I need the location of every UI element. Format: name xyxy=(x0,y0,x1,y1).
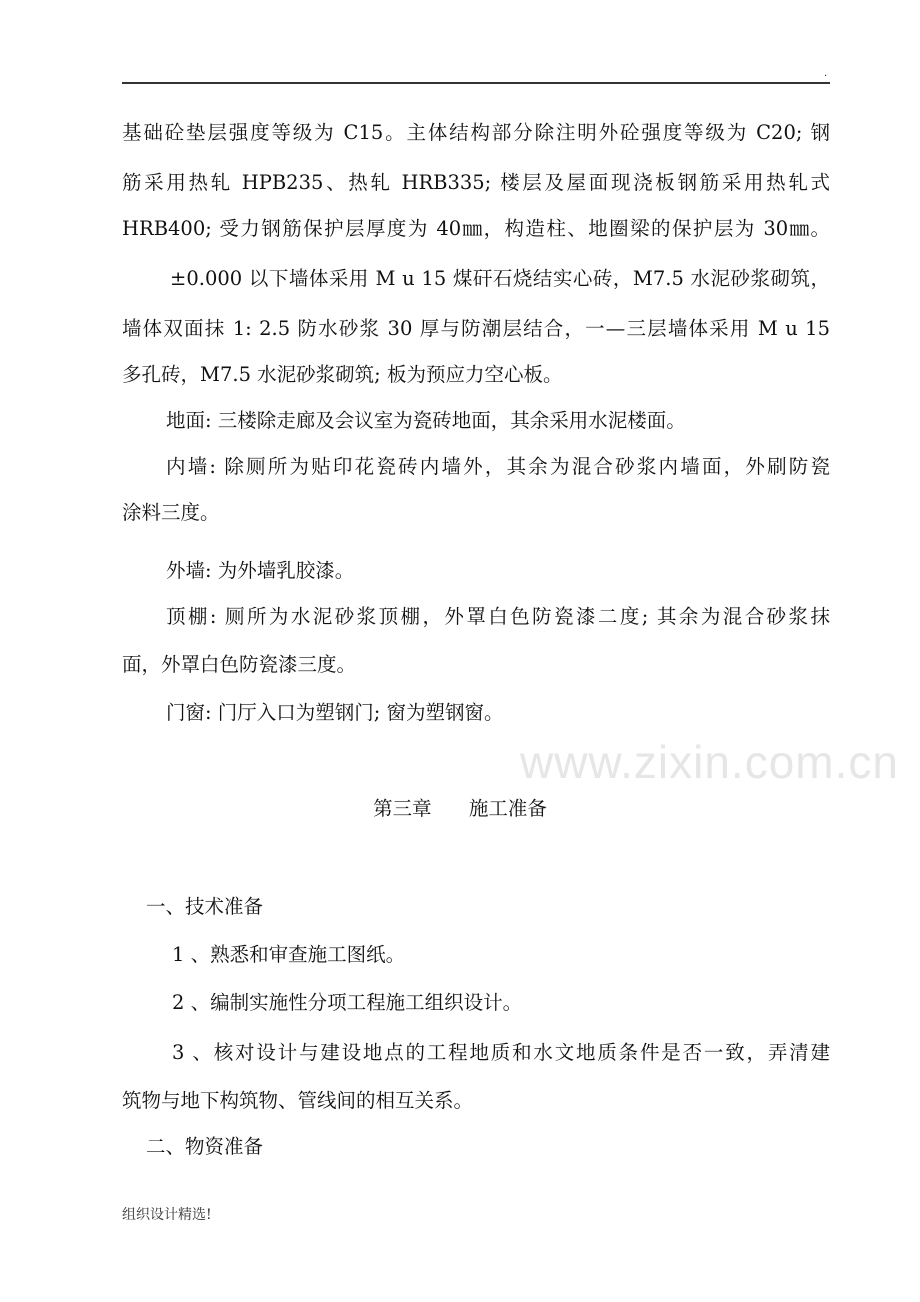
body-line: 内墙: 除厕所为贴印花瓷砖内墙外，其余为混合砂浆内墙面，外刷防瓷 xyxy=(166,455,830,478)
body-line: 门窗: 门厅入口为塑钢门; 窗为塑钢窗。 xyxy=(166,701,504,724)
footer-text: 组织设计精选! xyxy=(122,1207,212,1223)
body-line: 多孔砖，M7.5 水泥砂浆砌筑; 板为预应力空心板。 xyxy=(122,363,563,386)
body-line: HRB400; 受力钢筋保护层厚度为 40㎜，构造柱、地圈梁的保护层为 30㎜。 xyxy=(122,217,830,240)
section-heading: 二、物资准备 xyxy=(146,1135,264,1158)
list-item: 筑物与地下构筑物、管线间的相互关系。 xyxy=(122,1089,474,1112)
list-item: 1 、熟悉和审查施工图纸。 xyxy=(172,943,406,966)
list-item: 3 、核对设计与建设地点的工程地质和水文地质条件是否一致，弄清建 xyxy=(172,1041,830,1064)
body-line: 外墙: 为外墙乳胶漆。 xyxy=(166,559,355,582)
header-mark: . xyxy=(824,68,828,79)
watermark: www.zixin.com.cn xyxy=(520,736,899,788)
section-heading: 一、技术准备 xyxy=(146,895,264,918)
body-line: 涂料三度。 xyxy=(122,501,220,524)
body-line: 墙体双面抹 1: 2.5 防水砂浆 30 厚与防潮层结合，一—三层墙体采用 M u 15 xyxy=(122,317,830,340)
body-line: 顶棚: 厕所为水泥砂浆顶棚，外罩白色防瓷漆二度; 其余为混合砂浆抹 xyxy=(166,605,830,628)
body-line: ±0.000 以下墙体采用 M u 15 煤矸石烧结实心砖，M7.5 水泥砂浆砌筑， xyxy=(170,267,830,290)
chapter-title: 第三章 施工准备 xyxy=(373,797,547,820)
body-line: 筋采用热轧 HPB235、热轧 HRB335; 楼层及屋面现浇板钢筋采用热轧式 xyxy=(122,171,830,194)
header-rule xyxy=(122,82,830,84)
body-line: 面，外罩白色防瓷漆三度。 xyxy=(122,653,357,676)
body-line: 基础砼垫层强度等级为 C15。主体结构部分除注明外砼强度等级为 C20; 钢 xyxy=(122,121,830,144)
list-item: 2 、编制实施性分项工程施工组织设计。 xyxy=(172,991,523,1014)
body-line: 地面: 三楼除走廊及会议室为瓷砖地面，其余采用水泥楼面。 xyxy=(166,409,686,432)
